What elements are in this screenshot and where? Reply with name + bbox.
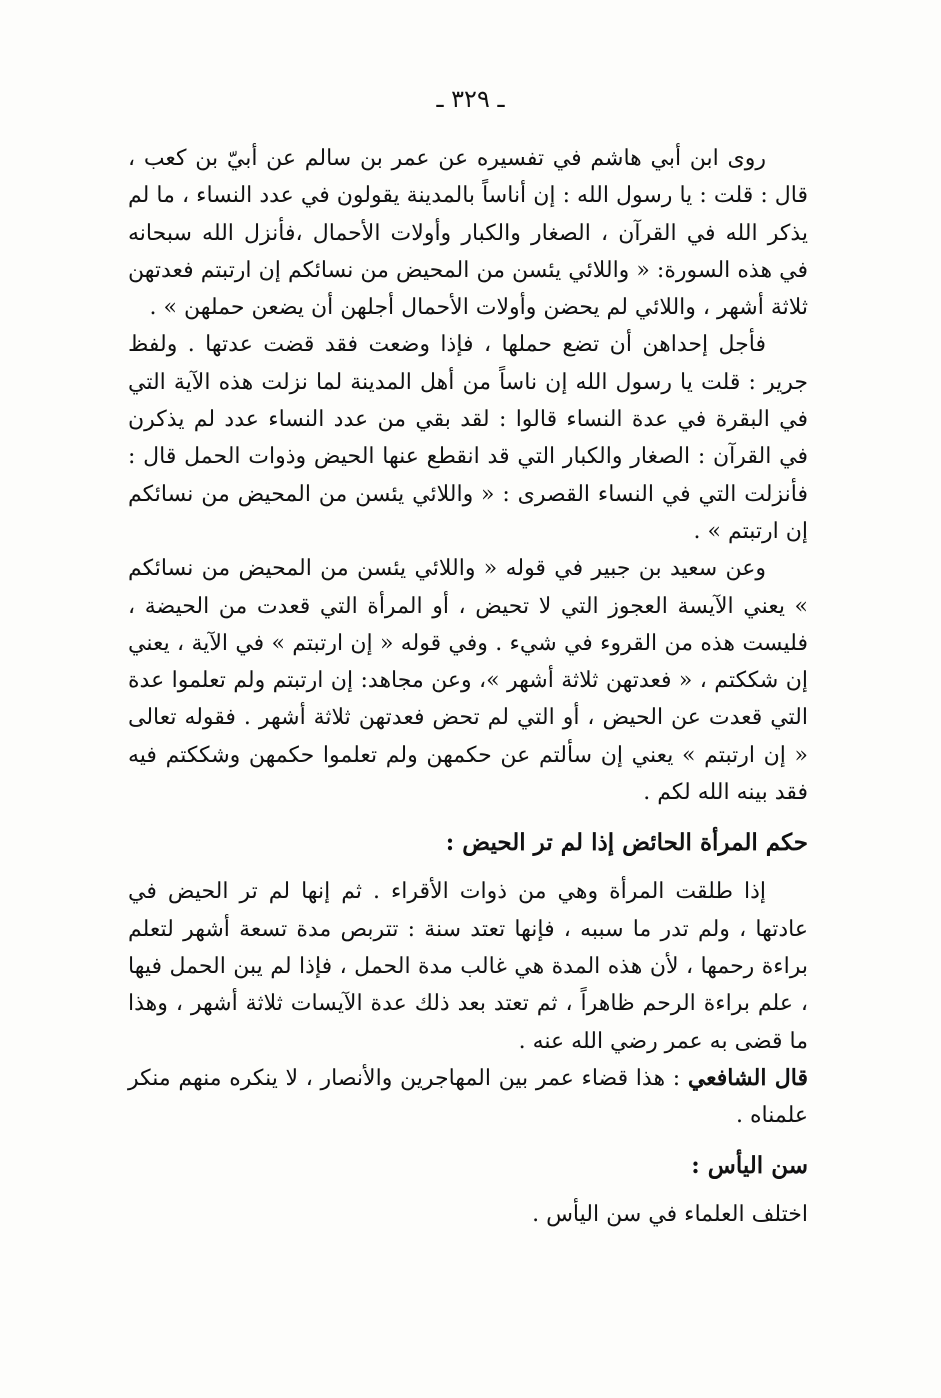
paragraph-said-ibn-jubayr: وعن سعيد بن جبير في قوله « واللائي يئسن من المحيض من نسائكم » يعني الآيسة العجوز التي لا تحيض ، أو المرأة التي قعدت من الحيضة ، فليست هذه من القروء في شيء . وفي قوله « إن ارتبتم » في الآية ، يعني إن شككتم ، « فعدتهن ثلاثة أشهر »، وعن مجاهد: إن ارتبتم ولم تعلموا عدة التي قعدت عن الحيض ، أو التي لم تحض فعدتهن ثلاثة أشهر . فقوله تعالى « إن ارتبتم » يعني إن سألتم عن حكمهن ولم تعلموا حكمهن وشككتم فيه فقد بينه الله لكم . <box>128 556 808 806</box>
paragraph-menopause-age: اختلف العلماء في سن اليأس . <box>532 1202 808 1228</box>
page-number: ـ ٣٢٩ ـ <box>436 85 505 113</box>
paragraph-jarir-wording: فأجل إحداهن أن تضع حملها ، فإذا وضعت فقد قضت عدتها . ولفظ جرير : قلت يا رسول الله إن ناساً من أهل المدينة لما نزلت هذه الآية التي في البقرة في عدة النساء قالوا : لقد بقي من عدد النساء عدد لم يذكرن في القرآن : الصغار والكبار التي قد انقطع عنها الحيض وذوات الحمل قال : فأنزلت التي في النساء القصرى : « واللائي يئسن من المحيض من نسائكم إن ارتبتم » . <box>128 332 808 544</box>
paragraph-shafii-quote <box>128 1060 808 1135</box>
page-body <box>128 140 808 1234</box>
section-heading-menstruation: حكم المرأة الحائض إذا لم تر الحيض : <box>445 829 808 857</box>
paragraph-waiting-period-year: إذا طلقت المرأة وهي من ذوات الأقراء . ثم إنها لم تر الحيض في عادتها ، ولم تدر ما سببه ، فإنها تعتد سنة : تتربص مدة تسعة أشهر لتعلم براءة رحمها ، لأن هذه المدة هي غالب مدة الحمل ، فإذا لم يبن الحمل فيها ، علم براءة الرحم ظاهراً ، ثم تعتد بعد ذلك عدة الآيسات ثلاثة أشهر ، وهذا ما قضى به عمر رضي الله عنه . <box>128 879 808 1054</box>
section-heading-menopause: سن اليأس : <box>691 1152 808 1180</box>
shafii-text: : هذا قضاء عمر بين المهاجرين والأنصار ، لا ينكره منهم منكر علمناه . <box>128 1065 808 1129</box>
shafii-lead: قال الشافعي <box>687 1064 808 1091</box>
paragraph-ubayy-narration: روى ابن أبي هاشم في تفسيره عن عمر بن سالم عن أبيّ بن كعب ، قال : قلت : يا رسول الله : إن أناساً بالمدينة يقولون في عدد النساء ، ما لم يذكر الله في القرآن ، الصغار والكبار وأولات الأحمال ،فأنزل الله سبحانه في هذه السورة: « واللائي يئسن من المحيض من نسائكم إن ارتبتم فعدتهن ثلاثة أشهر ، واللائي لم يحضن وأولات الأحمال أجلهن أن يضعن حملهن » . <box>128 146 808 321</box>
